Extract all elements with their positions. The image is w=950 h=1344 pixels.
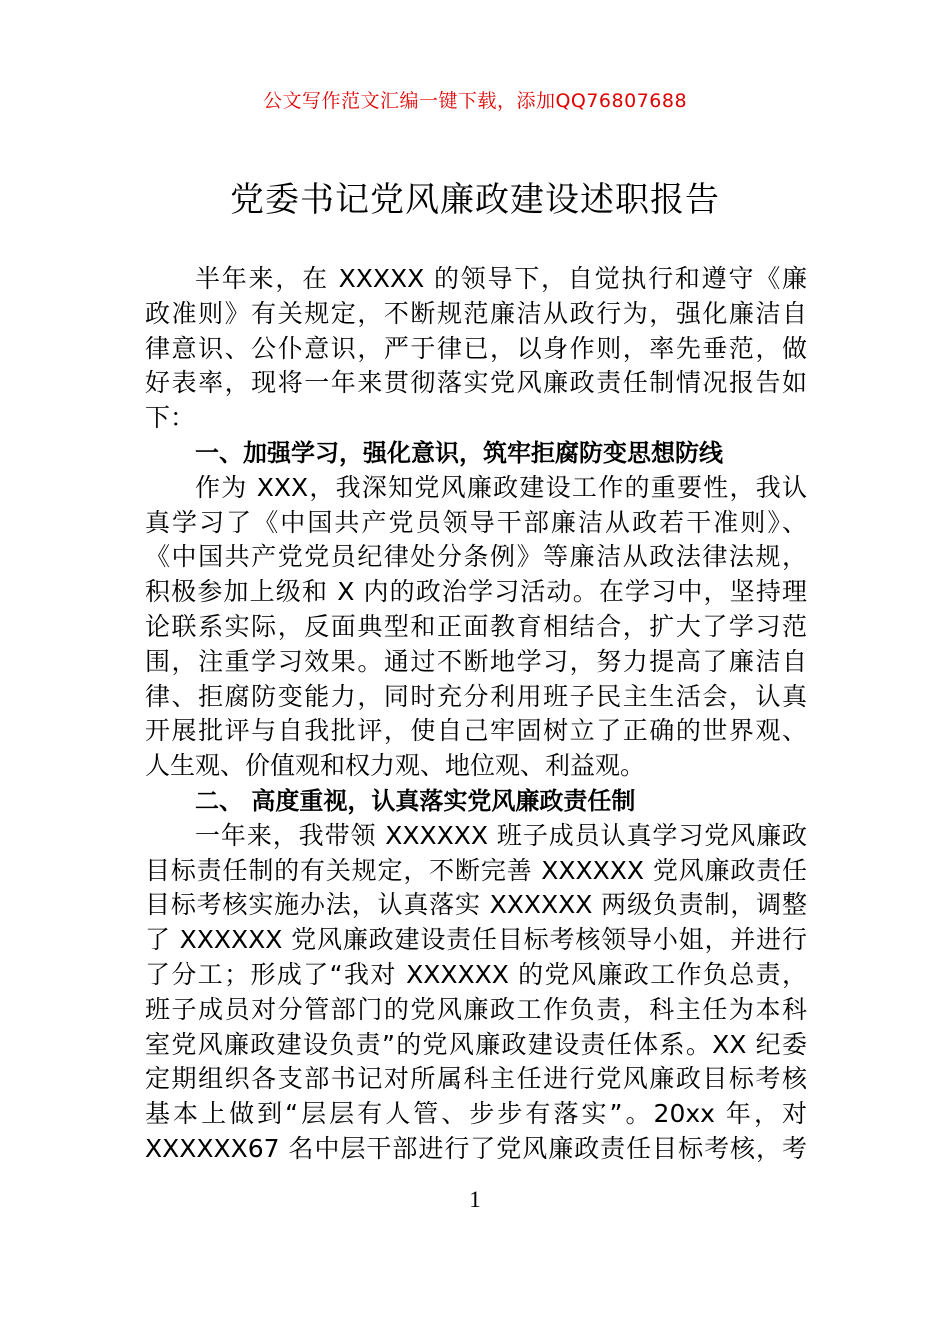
body-line: 班子成员对分管部门的党风廉政工作负责，科主任为本科 (145, 994, 807, 1024)
body-line: 论联系实际，反面典型和正面教育相结合，扩大了学习范 (145, 611, 807, 641)
body-line: 开展批评与自我批评，使自己牢固树立了正确的世界观、 (145, 716, 807, 746)
body-line: 半年来，在 XXXXX 的领导下，自觉执行和遵守《廉 (195, 264, 807, 293)
body-line: 下： (145, 403, 196, 433)
page-number: 1 (469, 1187, 481, 1212)
body-line: 了 XXXXXX 党风廉政建设责任目标考核领导小姐，并进行 (145, 925, 807, 955)
body-line: XXXXXX67 名中层干部进行了党风廉政责任目标考核，考 (145, 1133, 807, 1163)
document-body (145, 262, 807, 1167)
body-line: 定期组织各支部书记对所属科主任进行党风廉政目标考核 (145, 1064, 807, 1094)
section-heading-1: 一、加强学习，强化意识，筑牢拒腐防变思想防线 (195, 438, 723, 467)
body-line: 目标责任制的有关规定，不断完善 XXXXXX 党风廉政责任 (145, 855, 807, 885)
body-line: 政准则》有关规定，不断规范廉洁从政行为，强化廉洁自 (145, 298, 807, 328)
body-line: 人生观、价值观和权力观、地位观、利益观。 (145, 751, 646, 781)
body-line: 好表率，现将一年来贯彻落实党风廉政责任制情况报告如 (145, 368, 807, 398)
document-title: 党委书记党风廉政建设述职报告 (230, 180, 720, 220)
header-download-note: 公文写作范文汇编一键下载，添加QQ76807688 (262, 90, 688, 112)
body-line: 目标考核实施办法，认真落实 XXXXXX 两级负责制，调整 (145, 890, 807, 920)
body-line: 一年来，我带领 XXXXXX 班子成员认真学习党风廉政 (195, 820, 807, 850)
body-line: 律意识、公仆意识，严于律已，以身作则，率先垂范，做 (145, 333, 807, 363)
body-line: 积极参加上级和 X 内的政治学习活动。在学习中，坚持理 (145, 577, 807, 607)
body-line: 作为 XXX，我深知党风廉政建设工作的重要性，我认 (195, 472, 807, 502)
body-line: 基本上做到“层层有人管、步步有落实”。20xx 年，对 (145, 1099, 807, 1129)
body-line: 律、拒腐防变能力，同时充分利用班子民主生活会，认真 (145, 681, 807, 711)
body-line: 了分工；形成了“我对 XXXXXX 的党风廉政工作负总责， (145, 959, 807, 989)
body-line: 《中国共产党党员纪律处分条例》等廉洁从政法律法规， (145, 542, 807, 572)
body-line: 真学习了《中国共产党员领导干部廉洁从政若干准则》、 (145, 507, 807, 537)
section-heading-2: 二、 高度重视，认真落实党风廉政责任制 (195, 786, 636, 815)
body-line: 室党风廉政建设负责”的党风廉政建设责任体系。XX 纪委 (145, 1029, 807, 1059)
body-line: 围，注重学习效果。通过不断地学习，努力提高了廉洁自 (145, 646, 807, 676)
